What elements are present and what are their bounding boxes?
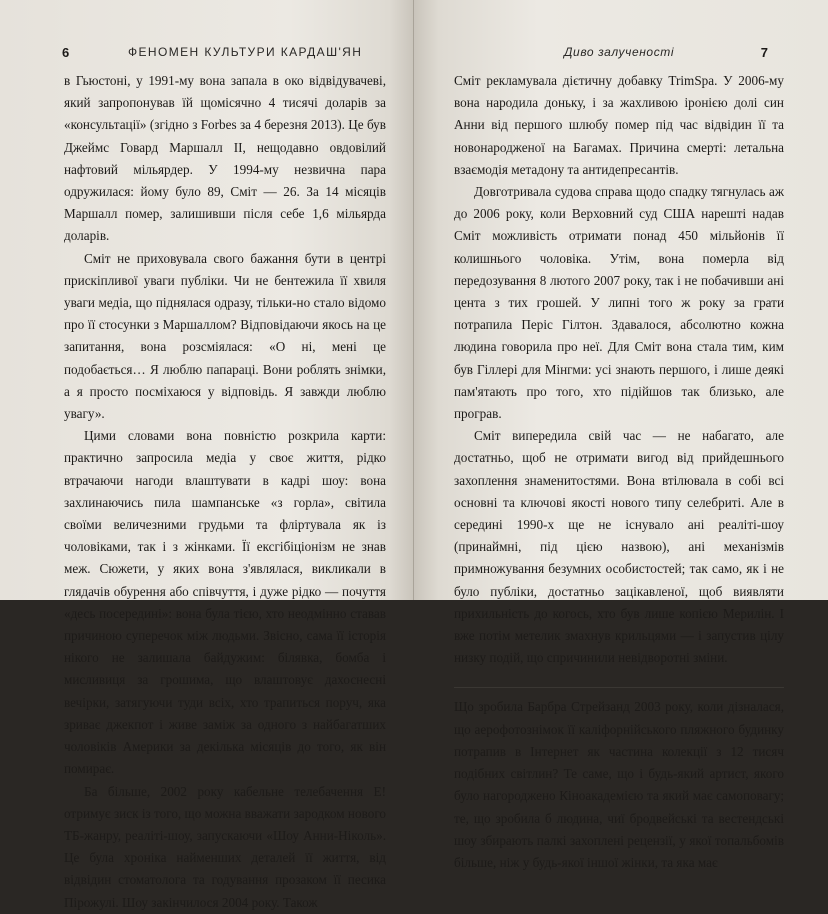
section-divider — [454, 687, 784, 688]
page-body — [64, 70, 386, 914]
paragraph: Що зробила Барбра Стрейзанд 2003 року, коли дізналася, що аерофотознімок її каліфорнійського пляжного будинку потрапив в Інтернет як частина колекції з 12 тисяч подібних світлин? Те саме, що і будь-який артист, якого було нагороджено Кіноакадемією та який має самоповагу; те, що зробила б людина, чиї бродвейські та вестендські шоу збирають палкі захоплені рецензії, у якої топальбомів більше, ніж у будь-якої іншої жінки, та яка має — [454, 699, 784, 870]
paragraph: Сміт випередила свій час — не набагато, але достатньо, щоб не отримати вигод від прийдешнього захоплення знаменитостями. Вона втілювала в собі всі основні та ключові якості нового типу селебриті. Але в середині 1990-х ще не існувало ані реаліті-шоу (принаймні, під цією назвою), ані механізмів примножування безумних особистостей; так само, як і не було публіки, достатньо зацікавленої, щоб виявляти прихильність до когось, хто був лише копією Мерилін. І вже потім метелик змахнув крильцями — і запустив цілу низку подій, що спричинили невідворотні зміни. — [454, 428, 784, 666]
paragraph: Сміт рекламувала дієтичну добавку TrimSpa. У 2006-му вона народила доньку, і за жахливою іронією долі син Анни від першого шлюбу помер під час відвідин її та новонародженої на Багамах. Причина смерті: летальна взаємодія метадону та антидепресантів. — [454, 73, 784, 177]
page-body — [454, 70, 784, 874]
right-page — [414, 0, 828, 870]
paragraph: Сміт не приховувала свого бажання бути в центрі прискіпливої уваги публіки. Чи не бентежила її хвиля уваги медіа, що піднялася одразу, тільки-но стало відомо про її стосунки з Маршаллом? Відповідаючи якось на це запитання, вона розсміялася: «О ні, мені це подобається… Я люблю папараці. Вони роблять знімки, а я просто посміхаюся у відповідь. Я завжди люблю увагу». — [64, 250, 386, 422]
paragraph: Цими словами вона повністю розкрила карти: практично запросила медіа у своє життя, рідко втрачаючи нагоди влаштувати в кадрі шоу: вона захлинаючись пила шампанське «з горла», світила своїми величезними грудьми та фліртувала як із чоловіками, так і з жінками. Її ексгібіціонізм не знав меж. Сюжети, у яких вона з'являлася, викликали в глядачів обурення або співчуття, і дуже рідко — почуття «десь посередині»: вона була тією, хто неодмінно ставав причиною суперечок між людьми. Звісно, сама її історія нікого не залишала байдужим: білявка, бомба і мисливиця за грошима, що влаштовує дахоснесні вечірки, затягуючи туди всіх, хто трапиться поруч, яка зриває джекпот і живе заміж за одного з найбагатших чоловіків Америки за декілька місяців до того, як він помирає. — [64, 428, 386, 777]
paragraph: Ба більше, 2002 року кабельне телебачення E! отримує зиск із того, що можна вважати зародком нового ТБ-жанру, реаліті-шоу, запускаючи «Шоу Анни-Ніколь». Це була хроніка найменших деталей її життя, від відвідин стоматолога та годування прозаком її песика Пірожулі. Шоу закінчилося 2004 року. Також — [64, 783, 386, 910]
paragraph: в Гьюстоні, у 1991-му вона запала в око відвідувачеві, який запропонував їй щомісячно 4 тисячі доларів за «консультації» (згідно з Forbes за 4 березня 2013). Це був Джеймс Говард Маршалл II, нещодавно овдовілий нафтовий мільярдер. У 1994-му незвична пара одружилася: йому було 89, Сміт — 26. За 14 місяців Маршалл помер, залишивши після себе 1,6 мільярда доларів. — [64, 73, 386, 244]
page-number: 6 — [62, 45, 70, 60]
running-title: Диво залученості — [564, 45, 675, 59]
paragraph: Довготривала судова справа щодо спадку тягнулась аж до 2006 року, коли Верховний суд США нарешті надав Сміт можливість отримати понад 450 мільйонів її колишнього чоловіка. Утім, вона померла від передозування 8 лютого 2007 року, так і не побачивши ані цента з тих грошей. У липні того ж року за грати потрапила Періс Гілтон. Здавалося, абсолютно кожна людина говорила про неї. Для Сміт вона стала тим, ким був Гіллері для Мінгми: усі знають першого, і лише деякі пам'ятають про того, хто підійшов так близько, але програв. — [454, 184, 784, 422]
page-number: 7 — [760, 45, 768, 60]
left-page — [0, 0, 414, 910]
running-title: ФЕНОМЕН КУЛЬТУРИ КАРДАШ'ЯН — [128, 45, 363, 59]
